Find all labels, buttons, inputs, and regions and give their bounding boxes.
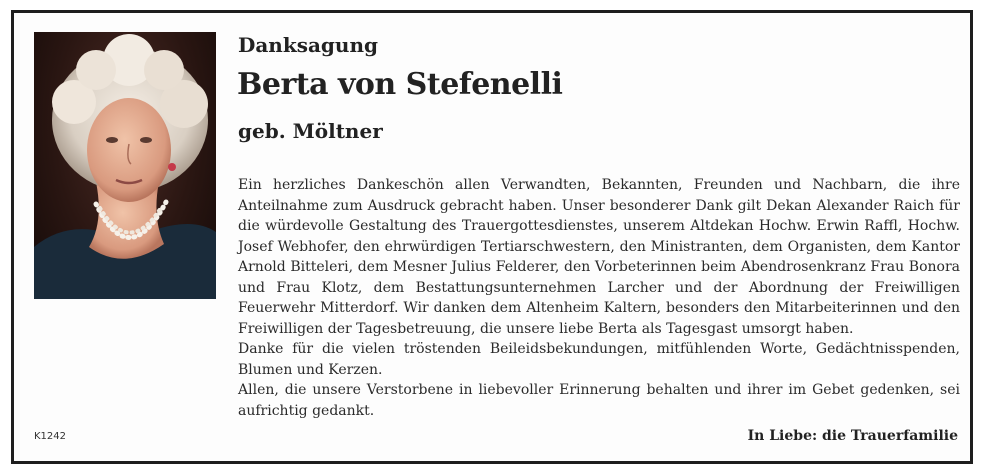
portrait-illustration: [34, 32, 216, 299]
maiden-name: geb. Möltner: [238, 119, 383, 143]
thanks-text: [238, 175, 960, 421]
notice-heading: Danksagung: [238, 33, 378, 57]
reference-code: K1242: [34, 431, 67, 442]
signoff: In Liebe: die Trauerfamilie: [747, 428, 958, 444]
thanks-paragraph: Allen, die unsere Verstorbene in liebevoller Erinnerung behalten und ihrer im Gebet gedenken, sei aufrichtig gedankt.: [238, 382, 960, 419]
portrait-photo: [34, 32, 216, 299]
obituary-card: [11, 10, 973, 464]
thanks-paragraph: Ein herzliches Dankeschön allen Verwandten, Bekannten, Freunden und Nachbarn, die ihre Anteilnahme zum Ausdruck gebracht haben. Unser besonderer Dank gilt Dekan Alexander Raich für die würdevolle Gestaltung des Trauergottesdienstes, unserem Altdekan Hochw. Erwin Raffl, Hochw. Josef Webhofer, den ehrwürdigen Tertiarschwestern, den Ministranten, dem Organisten, dem Kantor Arnold Bitteleri, dem Mesner Julius Felderer, den Vorbeterinnen beim Abendrosenkranz Frau Bonora und Frau Klotz, dem Bestattungsunternehmen Larcher und der Abordnung der Freiwilligen Feuerwehr Mitterdorf. Wir danken dem Altenheim Kaltern, besonders den Mitarbeiterinnen und den Freiwilligen der Tagesbetreuung, die unsere liebe Berta als Tagesgast umsorgt haben.: [238, 177, 960, 337]
thanks-paragraph: Danke für die vielen tröstenden Beileidsbekundungen, mitfühlenden Worte, Gedächtnisspenden, Blumen und Kerzen.: [238, 341, 960, 378]
deceased-name: Berta von Stefenelli: [237, 67, 563, 102]
